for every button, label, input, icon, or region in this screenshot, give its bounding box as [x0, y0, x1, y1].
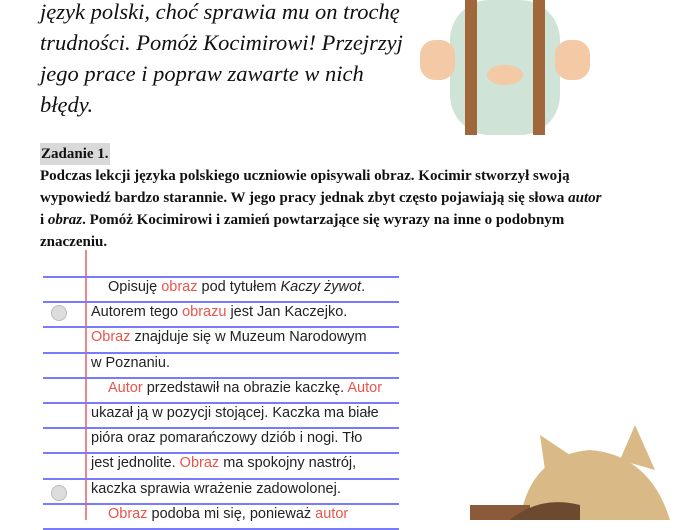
task-text: i obraz. Pomóż Kocimirowi i zamień powtarzające się wyrazy na inne o podobnym — [40, 212, 565, 228]
text-segment: ukazał ją w pozycji stojącej. Kaczka ma białe — [91, 405, 379, 421]
repeated-word: autor — [315, 505, 349, 522]
notebook-line — [91, 329, 367, 345]
ruled-line — [43, 503, 399, 505]
text-segment: jest jednolite. — [91, 455, 180, 472]
notebook-line — [91, 355, 170, 371]
text-segment: . — [361, 279, 366, 295]
notebook-line — [91, 304, 347, 320]
notebook-line — [91, 405, 379, 421]
repeated-word: Obraz — [108, 505, 148, 522]
notebook-line — [91, 455, 356, 471]
ruled-line — [43, 326, 399, 328]
task-block — [40, 143, 640, 253]
repeated-word: obraz — [161, 279, 198, 295]
text-segment: podoba mi się, ponieważ — [147, 505, 316, 522]
boy-illustration — [420, 0, 590, 135]
ruled-line — [43, 402, 399, 404]
text-segment: ma spokojny nastrój, — [219, 455, 357, 472]
intro-line: błędy. — [40, 92, 94, 117]
text-segment: kaczka sprawia wrażenie zadowolonej. — [91, 480, 341, 497]
task-title: Zadanie 1. — [40, 143, 110, 165]
ruled-line — [43, 276, 399, 278]
repeated-word: Autor — [347, 379, 383, 396]
binder-hole — [51, 305, 67, 321]
notebook-line — [108, 380, 382, 396]
intro-text — [40, 0, 420, 120]
repeated-word: obrazu — [182, 304, 227, 321]
notebook-line — [108, 279, 365, 295]
intro-line: trudności. Pomóż Kocimirowi! Przejrzyj — [40, 30, 403, 55]
intro-line: język polski, choć sprawia mu on trochę — [40, 0, 400, 24]
text-segment: znajduje się w Muzeum Narodowym — [130, 329, 367, 346]
intro-line: jego prace i popraw zawarte w nich — [40, 61, 364, 86]
ruled-line — [43, 377, 399, 379]
text-segment: pióra oraz pomarańczowy dziób i nogi. Tło — [91, 430, 363, 447]
task-text: znaczeniu. — [40, 234, 108, 250]
text-segment: Opisuję — [108, 279, 162, 295]
repeated-word: Obraz — [179, 455, 220, 472]
repeated-word: Autor — [108, 379, 143, 396]
ruled-line — [43, 301, 399, 303]
task-text: wypowiedź bardzo starannie. W jego pracy jednak zbyt często pojawiają się słowa autor — [40, 190, 602, 206]
text-segment: przedstawił na obrazie kaczkę. — [142, 379, 348, 396]
ruled-line — [43, 478, 399, 480]
text-segment: w Poznaniu. — [91, 354, 170, 371]
repeated-word: Obraz — [91, 329, 131, 346]
notebook-line — [108, 506, 348, 522]
ruled-line — [43, 427, 399, 429]
ruled-line — [43, 352, 399, 354]
task-text: Podczas lekcji języka polskiego uczniowie opisywali obraz. Kocimir stworzył swoją — [40, 168, 570, 184]
ruled-line — [43, 452, 399, 454]
text-segment: pod tytułem — [197, 279, 281, 295]
text-segment: Autorem tego — [91, 304, 183, 321]
text-segment: jest Jan Kaczejko. — [226, 304, 348, 321]
binder-hole — [51, 485, 67, 501]
cat-illustration — [470, 425, 700, 520]
notebook-page — [43, 250, 399, 520]
notebook-line — [91, 481, 341, 497]
text-segment: Kaczy żywot — [280, 279, 362, 295]
notebook-line — [91, 430, 362, 446]
